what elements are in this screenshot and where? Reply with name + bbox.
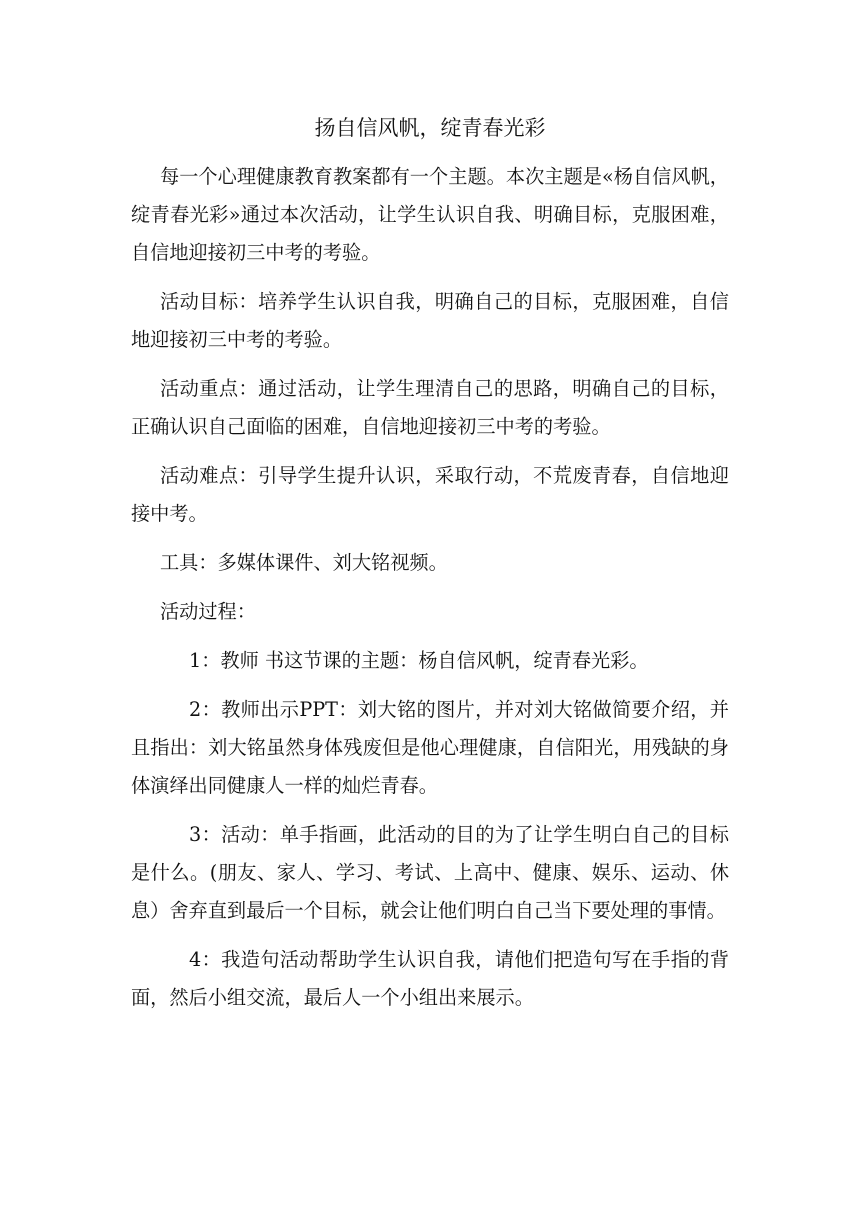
document-title: 扬自信风帆，绽青春光彩 (314, 116, 546, 140)
paragraph-key-point: 活动重点：通过活动，让学生理清自己的思路，明确自己的目标，正确认识自己面临的困难，自信地迎接初三中考的考验。 (131, 377, 729, 438)
process-step-1: 1：教师 书这节课的主题：杨自信风帆，绽青春光彩。 (189, 649, 649, 672)
paragraph-goal: 活动目标：培养学生认识自我，明确自己的目标，克服困难，自信地迎接初三中考的考验。 (131, 290, 729, 351)
paragraph-intro: 每一个心理健康教育教案都有一个主题。本次主题是«杨自信风帆，绽青春光彩»通过本次活动，让学生认识自我、明确目标，克服困难，自信地迎接初三中考的考验。 (131, 165, 729, 264)
paragraph-difficulty: 活动难点：引导学生提升认识，采取行动，不荒废青春，自信地迎接中考。 (131, 464, 729, 525)
process-step-3: 3：活动：单手指画，此活动的目的为了让学生明白自己的目标是什么。(朋友、家人、学习、考试、上高中、健康、娱乐、运动、休息）舍弃直到最后一个目标，就会让他们明白自己当下要处理的事情。 (131, 823, 729, 922)
process-step-4: 4：我造句活动帮助学生认识自我，请他们把造句写在手指的背面，然后小组交流，最后人一个小组出来展示。 (131, 948, 729, 1009)
paragraph-tools: 工具：多媒体课件、刘大铭视频。 (160, 551, 448, 574)
paragraph-process-heading: 活动过程： (160, 600, 256, 623)
process-step-2: 2：教师出示PPT：刘大铭的图片，并对刘大铭做简要介绍，并且指出：刘大铭虽然身体残废但是他心理健康，自信阳光，用残缺的身体演绎出同健康人一样的灿烂青春。 (131, 698, 729, 797)
